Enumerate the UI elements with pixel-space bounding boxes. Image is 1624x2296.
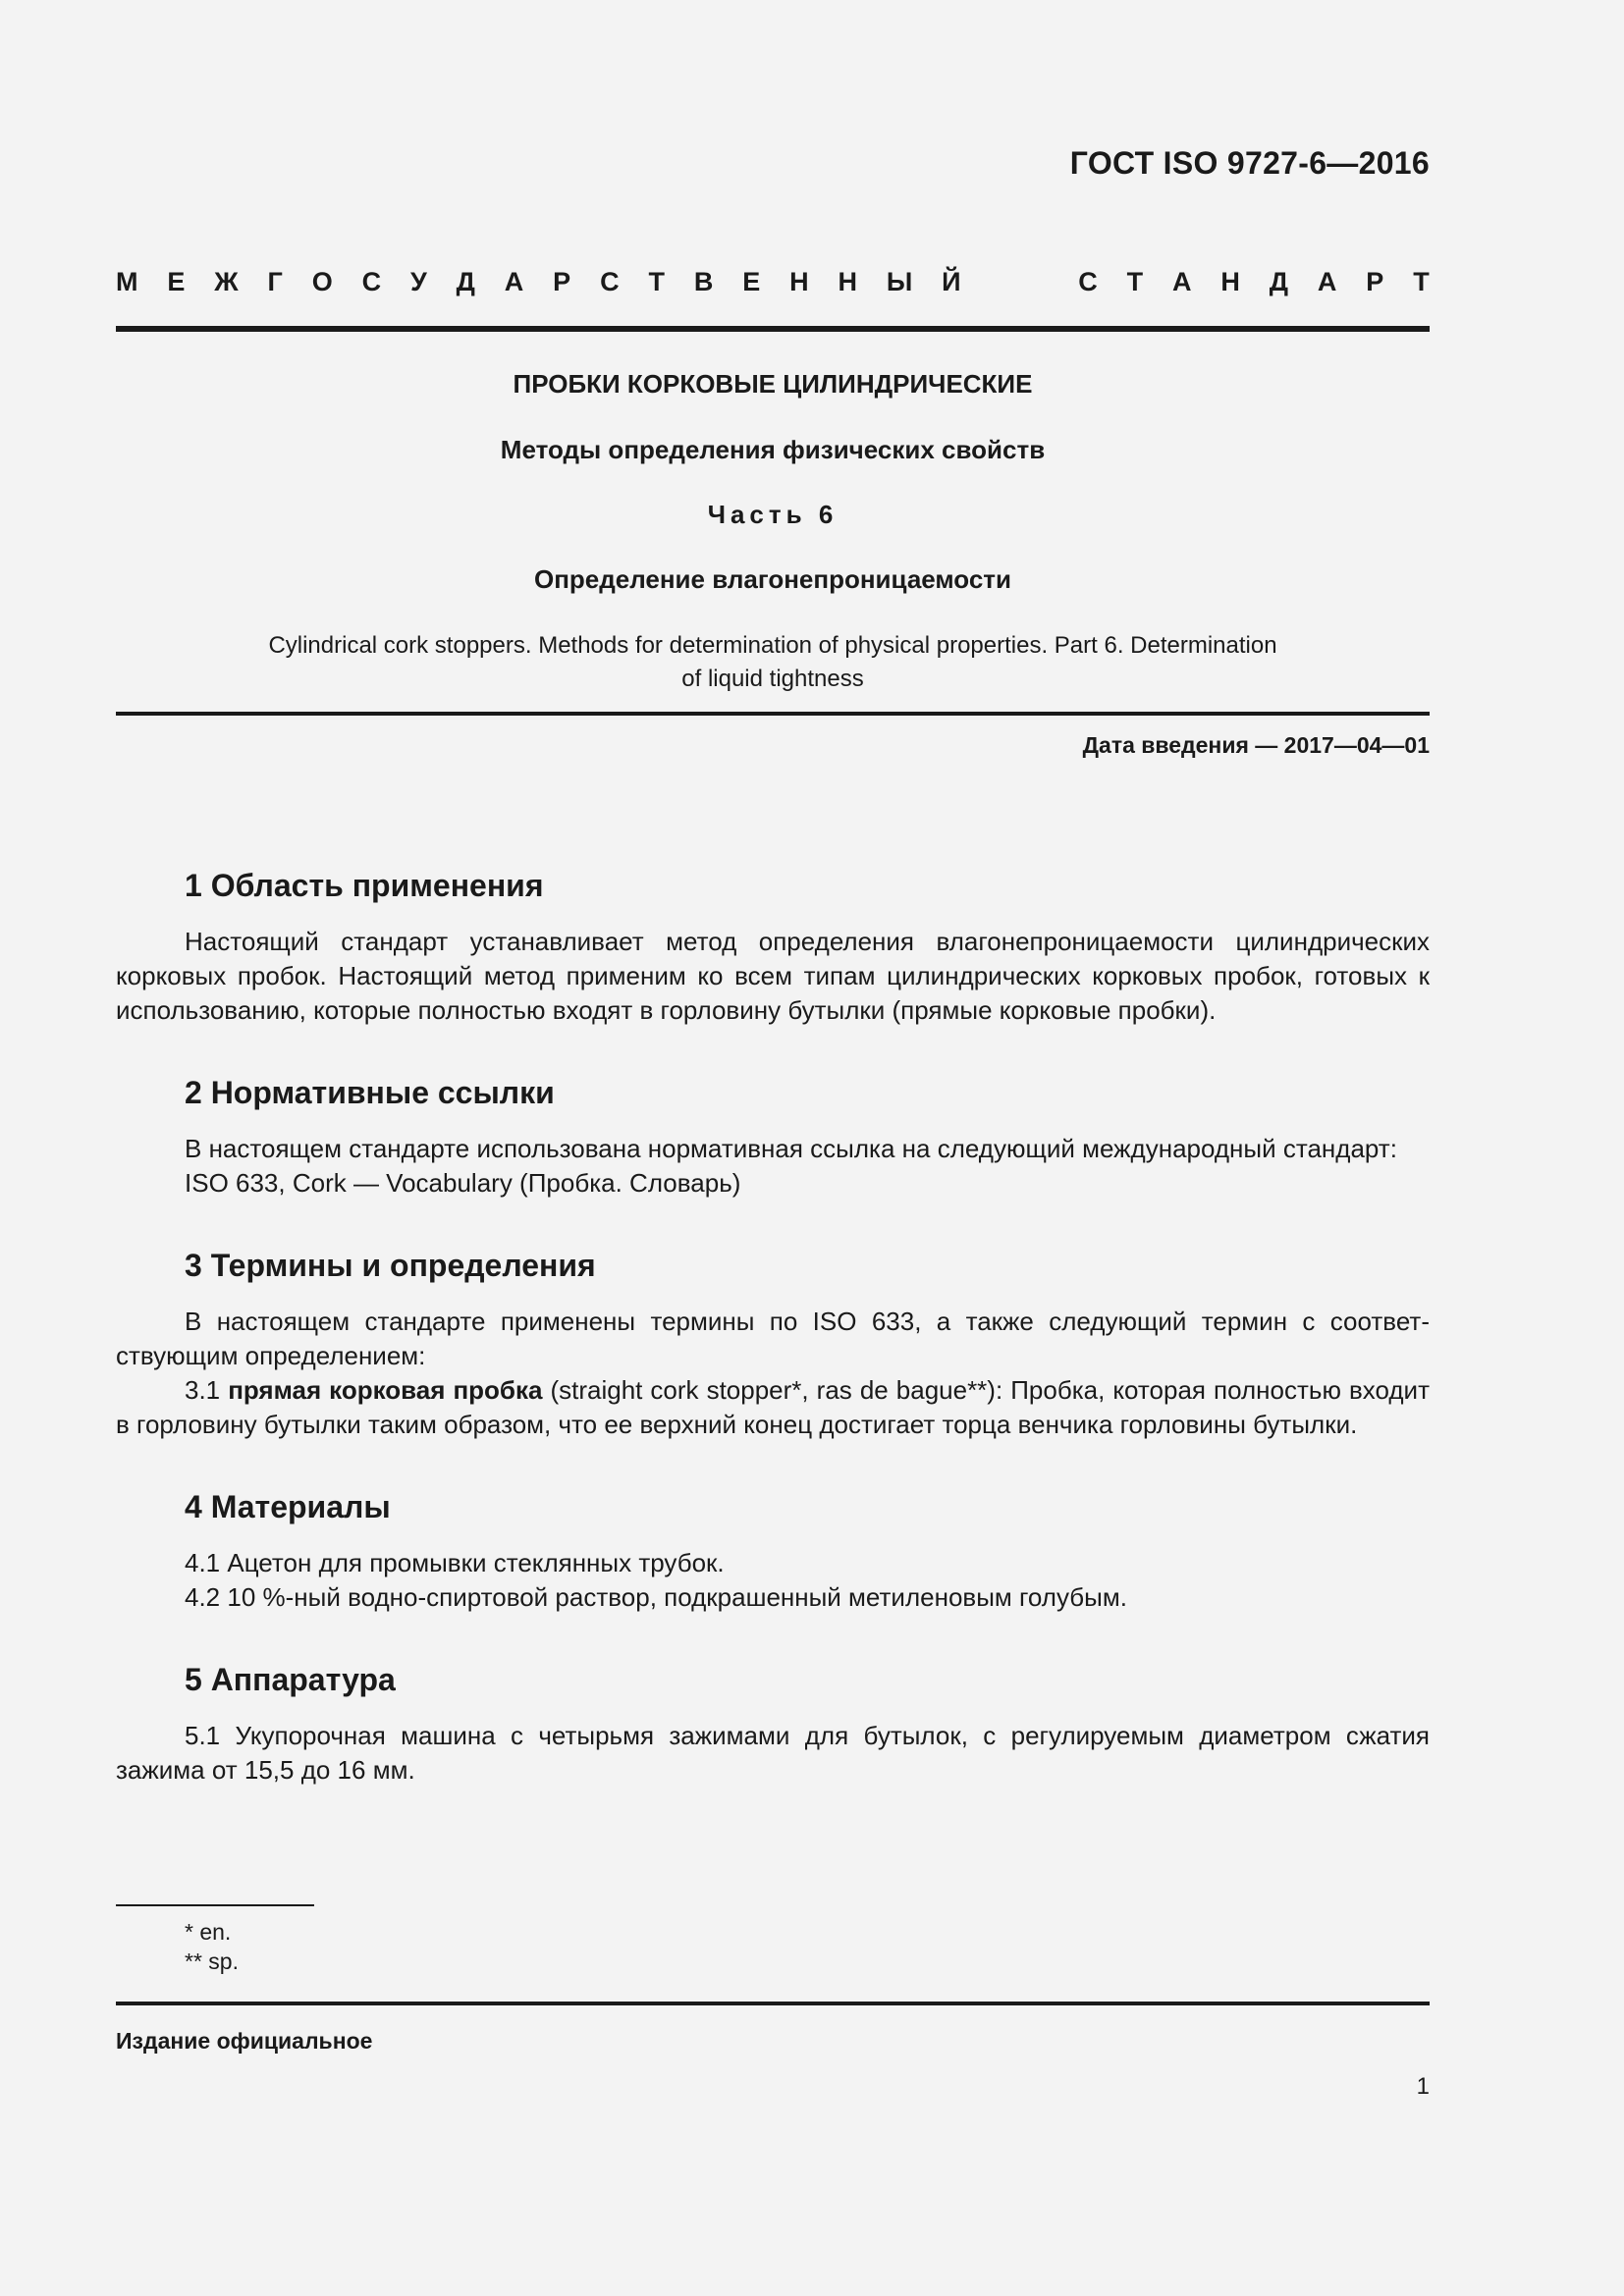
letter: А — [1317, 267, 1337, 296]
page-number: 1 — [1416, 2073, 1430, 2100]
letter: С — [600, 267, 620, 296]
section-heading: 3 Термины и определения — [185, 1248, 596, 1283]
paragraph: В настоящем стандарте использована нормативная ссылка на следующий международный стандарт: — [185, 1134, 1397, 1163]
list-item: 4.1 Ацетон для промывки стеклянных трубок. — [185, 1548, 725, 1577]
section-materials — [116, 1481, 1430, 1615]
title-rule — [116, 712, 1430, 716]
letter: Ж — [214, 267, 239, 296]
paragraph: В настоящем стандарте применены термины по ISO 633, а также следующий термин с соответ-ствующим определением: — [116, 1307, 1430, 1370]
term-name: прямая корковая пробка — [228, 1375, 543, 1405]
part-title: Определение влагонепроницаемости — [533, 564, 1012, 594]
official-edition-label: Издание официальное — [116, 2028, 373, 2054]
introduction-date: Дата введения — 2017—04—01 — [1082, 732, 1430, 758]
english-title-line: Cylindrical cork stoppers. Methods for determination of physical properties. Part 6. Determination — [268, 632, 1277, 659]
letter: Ы — [886, 267, 913, 296]
term-number: 3.1 — [185, 1375, 221, 1405]
english-title — [116, 629, 1430, 696]
term-definition — [116, 1373, 1430, 1442]
letter: Т — [1126, 267, 1144, 296]
letter: Д — [456, 267, 475, 296]
letter: В — [693, 267, 714, 296]
letter: А — [504, 267, 524, 296]
letter: Е — [167, 267, 186, 296]
letter: Н — [838, 267, 857, 296]
document-body — [116, 860, 1430, 1827]
list-item: 4.2 10 %-ный водно-спиртовой раствор, подкрашенный метиленовым голубым. — [185, 1582, 1127, 1612]
letter: У — [410, 267, 427, 296]
letter: Н — [1220, 267, 1240, 296]
section-heading: 2 Нормативные ссылки — [185, 1075, 555, 1110]
letter: Р — [1366, 267, 1384, 296]
part-label: Часть 6 — [707, 500, 839, 529]
footnote: * en. — [185, 1919, 232, 1945]
letter: Е — [742, 267, 761, 296]
document-title: ПРОБКИ КОРКОВЫЕ ЦИЛИНДРИЧЕСКИЕ — [513, 369, 1033, 399]
letter: С — [1078, 267, 1098, 296]
document-page — [116, 0, 1430, 2296]
header-rule — [116, 326, 1430, 332]
standard-code: ГОСТ ISO 9727-6—2016 — [1069, 145, 1430, 181]
letter: Д — [1269, 267, 1289, 296]
section-normative-references — [116, 1067, 1430, 1201]
paragraph: 5.1 Укупорочная машина с четырьмя зажимами для бутылок, с регулируемым диаметром сжатия зажима от 15,5 до 16 мм. — [116, 1721, 1430, 1785]
letter: М — [116, 267, 138, 296]
letter: Й — [942, 267, 961, 296]
word-gap — [990, 267, 1049, 297]
section-terms — [116, 1240, 1430, 1442]
section-scope — [116, 860, 1430, 1028]
reference-item: ISO 633, Cork — Vocabulary (Пробка. Словарь) — [185, 1168, 741, 1198]
letter: Т — [648, 267, 665, 296]
letter: Т — [1413, 267, 1430, 296]
english-title-line: of liquid tightness — [681, 666, 864, 692]
paragraph: Настоящий стандарт устанавливает метод определения влагонепроницаемости цилиндрических корковых пробок. Настоящий метод применим ко всем типам цилиндрических корковых пробок, готовых к использованию, которые полностью входят в горловину бутылки (прямые корковые пробки). — [116, 927, 1430, 1025]
section-heading: 4 Материалы — [185, 1489, 391, 1524]
section-apparatus — [116, 1654, 1430, 1788]
letter: А — [1172, 267, 1192, 296]
document-subtitle: Методы определения физических свойств — [500, 435, 1046, 464]
section-heading: 1 Область применения — [185, 868, 544, 903]
footer-rule — [116, 2002, 1430, 2005]
footnote: ** sp. — [185, 1949, 239, 1974]
interstate-standard-heading — [116, 267, 1430, 297]
letter: О — [311, 267, 333, 296]
letter: С — [361, 267, 382, 296]
section-heading: 5 Аппаратура — [185, 1662, 396, 1697]
footnotes — [185, 1917, 239, 1976]
letter: Н — [789, 267, 809, 296]
letter: Р — [553, 267, 571, 296]
letter: Г — [267, 267, 283, 296]
footnote-rule — [116, 1904, 314, 1906]
term-text: (straight cork stopper*, ras de bague**): Пробка, которая полностью входит в горловину бутылки таким образом, что ее верхний конец достигает торца венчика горловины бутылки. — [116, 1375, 1430, 1439]
